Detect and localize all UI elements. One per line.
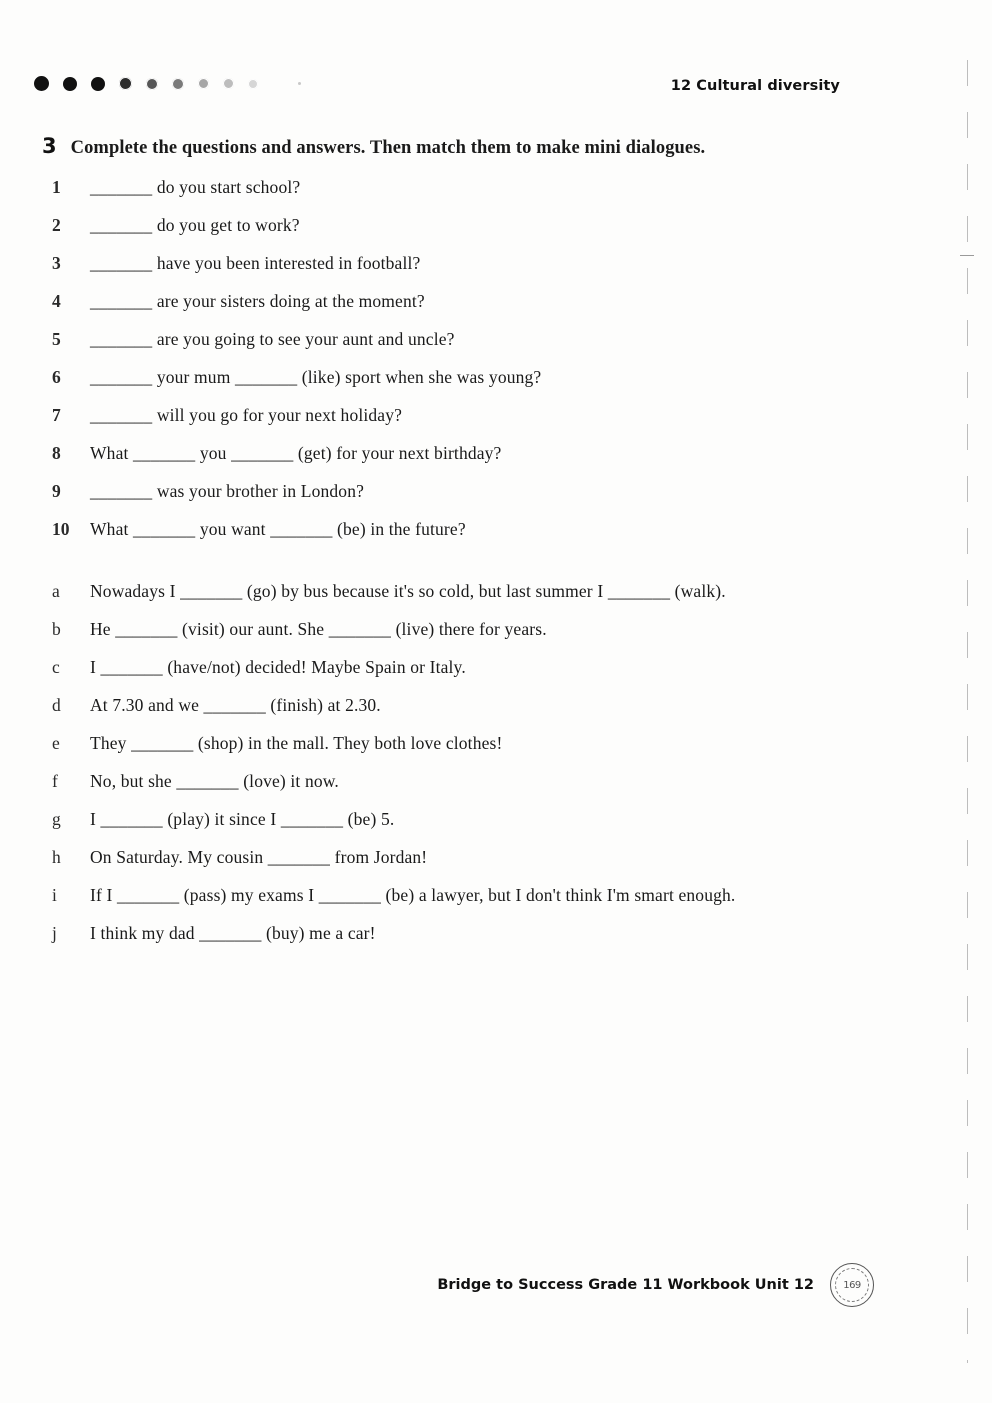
list-item — [52, 618, 882, 656]
item-marker: 4 — [52, 291, 61, 311]
item-text: On Saturday. My cousin _______ from Jordan! — [90, 847, 428, 867]
item-marker: 3 — [52, 253, 61, 273]
item-marker: 9 — [52, 481, 61, 501]
item-text: At 7.30 and we _______ (finish) at 2.30. — [90, 695, 381, 715]
gradient-dots-decoration — [34, 76, 301, 91]
list-item — [52, 732, 882, 770]
item-marker: b — [52, 619, 61, 639]
dot-5 — [146, 78, 158, 90]
item-text: _______ are your sisters doing at the moment? — [90, 291, 425, 311]
list-item — [52, 580, 882, 618]
list-item — [52, 404, 882, 442]
list-item — [52, 846, 882, 884]
list-item — [52, 694, 882, 732]
item-marker: 1 — [52, 177, 61, 197]
item-text: No, but she _______ (love) it now. — [90, 771, 339, 791]
item-marker: 10 — [52, 519, 70, 539]
item-marker: f — [52, 771, 58, 791]
item-marker: 2 — [52, 215, 61, 235]
item-text: _______ have you been interested in football? — [90, 253, 421, 273]
list-item — [52, 518, 882, 556]
dot-4 — [119, 77, 132, 90]
list-item — [52, 328, 882, 366]
item-marker: d — [52, 695, 61, 715]
list-item — [52, 922, 882, 960]
footer-title: Bridge to Success Grade 11 Workbook Unit 12 — [437, 1277, 814, 1293]
exercise-heading — [42, 134, 872, 159]
item-text: I think my dad _______ (buy) me a car! — [90, 923, 376, 943]
list-item — [52, 770, 882, 808]
questions-list — [52, 176, 882, 556]
item-marker: a — [52, 581, 60, 601]
item-marker: 5 — [52, 329, 61, 349]
item-text: _______ will you go for your next holiday? — [90, 405, 403, 425]
item-text: What _______ you _______ (get) for your next birthday? — [90, 443, 502, 463]
item-text: _______ your mum _______ (like) sport when she was young? — [90, 367, 542, 387]
exercise-number: 3 — [42, 134, 57, 158]
dot-8 — [223, 78, 234, 89]
page-seal-icon — [830, 1263, 874, 1307]
item-text: If I _______ (pass) my exams I _______ (be) a lawyer, but I don't think I'm smart enough. — [90, 885, 736, 905]
item-text: Nowadays I _______ (go) by bus because it's so cold, but last summer I _______ (walk). — [90, 581, 726, 601]
exercise-instruction: Complete the questions and answers. Then match them to make mini dialogues. — [70, 138, 706, 158]
list-item — [52, 808, 882, 846]
item-text: _______ do you get to work? — [90, 215, 300, 235]
answers-list — [52, 580, 882, 960]
list-item — [52, 656, 882, 694]
item-text: What _______ you want _______ (be) in the future? — [90, 519, 466, 539]
list-item — [52, 884, 882, 922]
list-item — [52, 252, 882, 290]
list-item — [52, 214, 882, 252]
item-text: _______ was your brother in London? — [90, 481, 365, 501]
dot-2 — [63, 77, 77, 91]
item-marker: 8 — [52, 443, 61, 463]
list-item — [52, 176, 882, 214]
dot-6 — [172, 78, 184, 90]
dot-3 — [91, 77, 105, 91]
item-marker: h — [52, 847, 61, 867]
tick-mark — [298, 82, 301, 85]
scan-edge-artifact-secondary — [960, 255, 974, 256]
item-text: I _______ (have/not) decided! Maybe Spain or Italy. — [90, 657, 466, 677]
list-item — [52, 366, 882, 404]
item-text: I _______ (play) it since I _______ (be) 5. — [90, 809, 395, 829]
dot-9 — [248, 79, 258, 89]
list-item — [52, 290, 882, 328]
item-marker: 6 — [52, 367, 61, 387]
list-item — [52, 442, 882, 480]
item-text: _______ are you going to see your aunt and uncle? — [90, 329, 455, 349]
item-marker: c — [52, 657, 60, 677]
dot-7 — [198, 78, 209, 89]
item-text: They _______ (shop) in the mall. They both love clothes! — [90, 733, 503, 753]
list-item — [52, 480, 882, 518]
dot-1 — [34, 76, 49, 91]
page-footer — [437, 1263, 874, 1307]
item-text: _______ do you start school? — [90, 177, 301, 197]
item-marker: j — [52, 923, 57, 943]
item-text: He _______ (visit) our aunt. She _______ (live) there for years. — [90, 619, 547, 639]
item-marker: i — [52, 885, 57, 905]
item-marker: e — [52, 733, 60, 753]
page-number: 169 — [843, 1279, 861, 1291]
item-marker: g — [52, 809, 61, 829]
item-marker: 7 — [52, 405, 61, 425]
running-head: 12 Cultural diversity — [670, 78, 840, 94]
